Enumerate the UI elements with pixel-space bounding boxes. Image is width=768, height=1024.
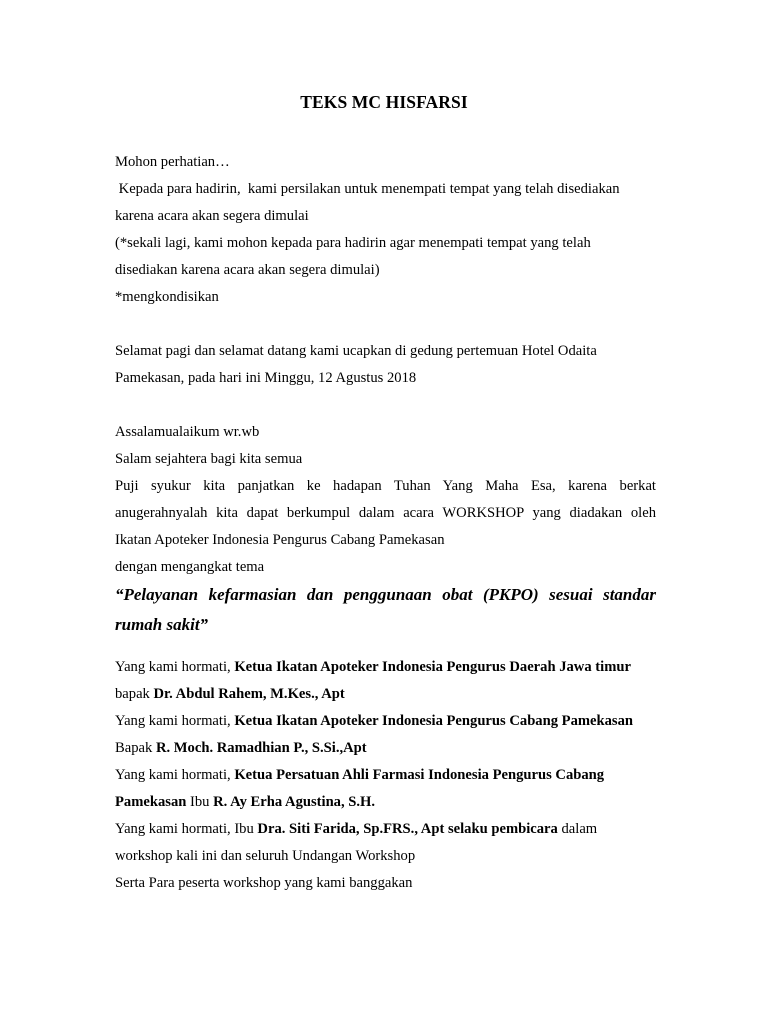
honor-line [115, 684, 656, 711]
opening-line: *mengkondisikan [115, 289, 219, 305]
greeting-line: dengan mengangkat tema [115, 559, 265, 575]
honor-prefix: Yang kami hormati, [115, 713, 235, 729]
honor-prefix: Yang kami hormati, [115, 767, 235, 783]
paragraph-gap [115, 395, 656, 422]
honor-title: Ketua Ikatan Apoteker Indonesia Pengurus Daerah Jawa timur [234, 659, 631, 675]
honor-line [115, 765, 656, 792]
opening-line: karena acara akan segera dimulai [115, 208, 309, 224]
document-title: TEKS MC HISFARSI [300, 92, 468, 112]
honor-prefix: Bapak [115, 740, 156, 756]
honor-prefix: bapak [115, 686, 154, 702]
opening-line: Kepada para hadirin, kami persilakan untuk menempati tempat yang telah disediakan [115, 181, 620, 197]
honor-line [115, 711, 656, 738]
honor-line [115, 657, 656, 684]
welcome-line: Pamekasan, pada hari ini Minggu, 12 Agustus 2018 [115, 370, 417, 386]
honor-name: R. Ay Erha Agustina, S.H. [213, 794, 376, 810]
opening-line: Mohon perhatian… [115, 154, 230, 170]
opening-line: (*sekali lagi, kami mohon kepada para hadirin agar menempati tempat yang telah [115, 235, 591, 251]
paragraph-gap [115, 644, 656, 657]
paragraph-gap [115, 314, 656, 341]
honor-line: Serta Para peserta workshop yang kami banggakan [115, 875, 413, 891]
honor-name: Dr. Abdul Rahem, M.Kes., Apt [153, 686, 345, 702]
honor-prefix: Ibu [186, 794, 214, 810]
greeting-line: anugerahnyalah kita dapat berkumpul dalam acara WORKSHOP yang diadakan oleh [115, 505, 656, 521]
theme-line: “Pelayanan kefarmasian dan penggunaan obat (PKPO) sesuai standar [115, 585, 656, 604]
theme-line: rumah sakit” [115, 615, 209, 634]
greeting-line: Ikatan Apoteker Indonesia Pengurus Cabang Pamekasan [115, 532, 445, 548]
honor-prefix: Yang kami hormati, [115, 659, 235, 675]
document-body [115, 152, 656, 900]
greeting-line: Puji syukur kita panjatkan ke hadapan Tuhan Yang Maha Esa, karena berkat [115, 478, 656, 494]
honor-title: Ketua Persatuan Ahli Farmasi Indonesia Pengurus Cabang [234, 767, 605, 783]
honor-prefix: Yang kami hormati, Ibu [115, 821, 258, 837]
honor-line [115, 738, 656, 765]
honor-title: Pamekasan [115, 794, 187, 810]
greeting-line: Salam sejahtera bagi kita semua [115, 451, 303, 467]
honor-line [115, 792, 656, 819]
greeting-line: Assalamualaikum wr.wb [115, 424, 260, 440]
honor-suffix: dalam [557, 821, 598, 837]
honor-name: R. Moch. Ramadhian P., S.Si.,Apt [155, 740, 367, 756]
honor-name: Dra. Siti Farida, Sp.FRS., Apt selaku pembicara [257, 821, 558, 837]
honor-line [115, 819, 656, 846]
opening-line: disediakan karena acara akan segera dimulai) [115, 262, 380, 278]
welcome-line: Selamat pagi dan selamat datang kami ucapkan di gedung pertemuan Hotel Odaita [115, 343, 597, 359]
honor-title: Ketua Ikatan Apoteker Indonesia Pengurus Cabang Pamekasan [234, 713, 634, 729]
honor-line: workshop kali ini dan seluruh Undangan Workshop [115, 848, 416, 864]
